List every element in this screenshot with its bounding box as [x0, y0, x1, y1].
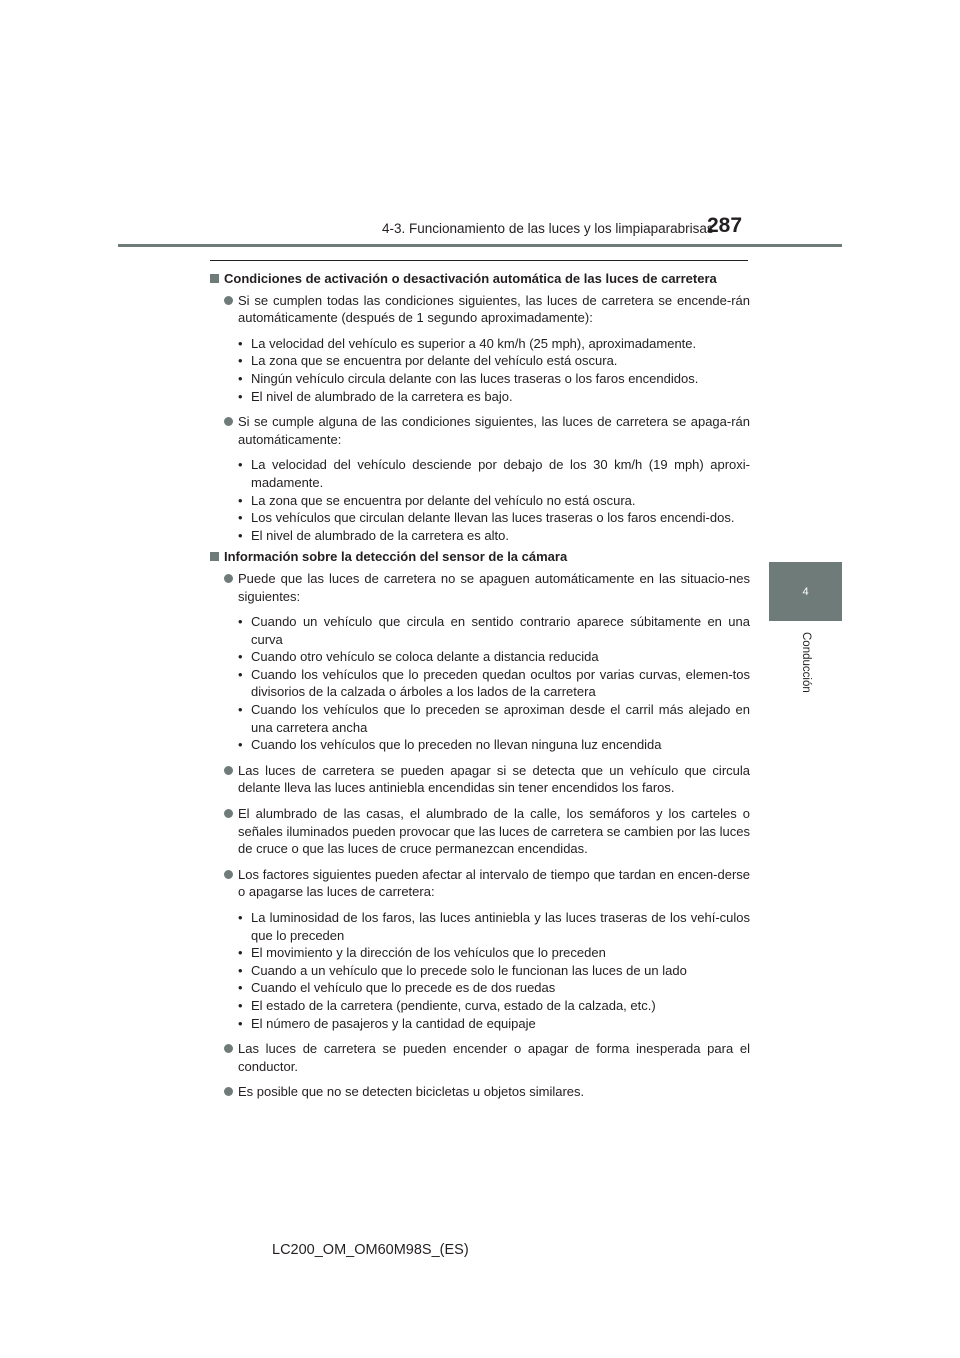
bullet-dot-icon: • [238, 510, 243, 526]
bullet-dot-icon: • [238, 388, 243, 404]
circle-bullet-icon [224, 296, 233, 305]
circle-bullet-icon [224, 417, 233, 426]
point-text: Las luces de carretera se pueden encender o apagar de forma inesperada para el conductor. [238, 1041, 750, 1074]
list-item-text: Cuando a un vehículo que lo precede solo le funcionan las luces de un lado [251, 962, 687, 978]
list-item-text: El nivel de alumbrado de la carretera es alto. [251, 527, 509, 543]
circle-bullet-icon [224, 870, 233, 879]
list-item-text: El estado de la carretera (pendiente, curva, estado de la calzada, etc.) [251, 997, 656, 1013]
list-item-text: El nivel de alumbrado de la carretera es bajo. [251, 388, 513, 404]
point-paragraph [210, 762, 750, 797]
list-item-text: Ningún vehículo circula delante con las luces traseras o los faros encendidos. [251, 370, 699, 386]
bullet-dot-icon: • [238, 702, 243, 718]
bullet-dot-icon: • [238, 945, 243, 961]
running-header-title: 4-3. Funcionamiento de las luces y los limpiaparabrisas [382, 221, 714, 236]
bullet-dot-icon: • [238, 962, 243, 978]
list-item-text: La zona que se encuentra por delante del vehículo no está oscura. [251, 492, 636, 508]
list-item-text: Cuando los vehículos que lo preceden no llevan ninguna luz encendida [251, 737, 662, 753]
list-item [238, 388, 750, 406]
bullet-dot-icon: • [238, 666, 243, 682]
page-number: 287 [707, 214, 743, 237]
list-item [238, 1015, 750, 1033]
bullet-list [210, 909, 750, 1032]
point-text: Puede que las luces de carretera no se apaguen automáticamente en las situacio-nes siguientes: [238, 570, 750, 604]
point-paragraph [210, 805, 750, 858]
bullet-list [210, 335, 750, 405]
section-heading [210, 270, 750, 288]
list-item-text: Cuando un vehículo que circula en sentido contrario aparece súbitamente en una curva [251, 614, 750, 647]
list-item [238, 492, 750, 510]
point-paragraph [210, 292, 750, 327]
point-text: Si se cumple alguna de las condiciones siguientes, las luces de carretera se apaga-rán automáticamente: [238, 414, 750, 447]
bullet-dot-icon: • [238, 353, 243, 369]
bullet-dot-icon: • [238, 649, 243, 665]
list-item [238, 352, 750, 370]
list-item [238, 944, 750, 962]
list-item [238, 736, 750, 754]
list-item [238, 370, 750, 388]
point-text: El alumbrado de las casas, el alumbrado de la calle, los semáforos y los carteles o señales iluminados pueden provocar que las luces de carretera se cambien por las luces de cruce o que las luces de cruce permanezcan encendidas. [238, 806, 750, 857]
list-item-text: La zona que se encuentra por delante del vehículo está oscura. [251, 353, 618, 369]
bullet-dot-icon: • [238, 910, 243, 925]
bullet-dot-icon: • [238, 492, 243, 508]
point-text: Los factores siguientes pueden afectar al intervalo de tiempo que tardan en encen-derse o apagarse las luces de carretera: [238, 866, 750, 900]
bullet-dot-icon: • [238, 527, 243, 543]
page-content [210, 268, 750, 1101]
list-item-text: Cuando el vehículo que lo precede es de dos ruedas [251, 980, 556, 996]
list-item [238, 613, 750, 648]
section-heading-text: Condiciones de activación o desactivación automática de las luces de carretera [224, 271, 717, 286]
circle-bullet-icon [224, 1087, 233, 1096]
list-item [238, 701, 750, 736]
bullet-list [210, 456, 750, 544]
list-item-text: La velocidad del vehículo es superior a 40 km/h (25 mph), aproximadamente. [251, 335, 697, 351]
point-text: Las luces de carretera se pueden apagar si se detecta que un vehículo que circula delante lleva las luces antiniebla encendidas sin tener encendidos los faros. [238, 762, 750, 796]
bullet-dot-icon: • [238, 614, 243, 630]
list-item [238, 509, 750, 527]
header-rule [118, 244, 842, 247]
bullet-dot-icon: • [238, 737, 243, 753]
bullet-dot-icon: • [238, 997, 243, 1013]
bullet-dot-icon: • [238, 335, 243, 351]
list-item [238, 962, 750, 980]
circle-bullet-icon [224, 574, 233, 583]
list-item-text: Los vehículos que circulan delante llevan las luces traseras o los faros encendi-dos. [251, 510, 735, 526]
point-paragraph [210, 1040, 750, 1075]
list-item [238, 909, 750, 944]
list-item-text: La luminosidad de los faros, las luces antiniebla y las luces traseras de los vehí-culos que lo preceden [251, 910, 750, 943]
point-paragraph [210, 1083, 750, 1101]
square-bullet-icon [210, 274, 219, 283]
list-item [238, 527, 750, 545]
bullet-dot-icon: • [238, 980, 243, 996]
list-item [238, 997, 750, 1015]
list-item-text: Cuando otro vehículo se coloca delante a distancia reducida [251, 649, 599, 665]
point-text: Si se cumplen todas las condiciones siguientes, las luces de carretera se encende-rán automáticamente (después de 1 segundo aproximadamente): [238, 292, 750, 326]
list-item [238, 648, 750, 666]
footer-doc-code: LC200_OM_OM60M98S_(ES) [272, 1242, 469, 1258]
circle-bullet-icon [224, 809, 233, 818]
point-paragraph [210, 866, 750, 901]
list-item [238, 979, 750, 997]
chapter-name: Conducción [800, 632, 812, 693]
circle-bullet-icon [224, 766, 233, 775]
list-item-text: El número de pasajeros y la cantidad de equipaje [251, 1015, 536, 1031]
list-item [238, 335, 750, 353]
list-item [238, 456, 750, 491]
bullet-dot-icon: • [238, 370, 243, 386]
list-item-text: La velocidad del vehículo desciende por debajo de los 30 km/h (19 mph) aproxi-madamente. [251, 457, 750, 490]
list-item-text: Cuando los vehículos que lo preceden quedan ocultos por varias curvas, elemen-tos divisorios de la calzada o árboles a los lados de la carretera [251, 666, 750, 700]
bullet-dot-icon: • [238, 457, 243, 473]
section-rule [210, 260, 748, 261]
list-item-text: Cuando los vehículos que lo preceden se aproximan desde el carril más alejado en una carretera ancha [251, 702, 750, 735]
bullet-dot-icon: • [238, 1015, 243, 1031]
chapter-number: 4 [802, 585, 809, 598]
point-paragraph [210, 413, 750, 448]
chapter-tab [769, 562, 842, 621]
bullet-list [210, 613, 750, 754]
section-heading-text: Información sobre la detección del sensor de la cámara [224, 549, 568, 565]
list-item-text: El movimiento y la dirección de los vehículos que lo preceden [251, 945, 606, 961]
section-heading [210, 548, 750, 566]
point-paragraph [210, 570, 750, 605]
point-text: Es posible que no se detecten bicicletas u objetos similares. [238, 1084, 585, 1100]
square-bullet-icon [210, 552, 219, 561]
circle-bullet-icon [224, 1044, 233, 1053]
list-item [238, 666, 750, 701]
